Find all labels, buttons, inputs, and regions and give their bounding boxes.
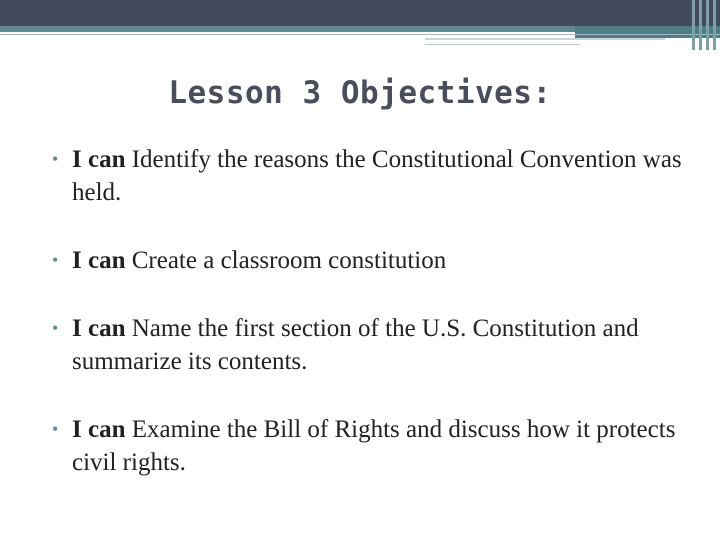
header-divider-short [425, 38, 665, 40]
header-divider-shorter [425, 44, 580, 45]
objective-lead: I can [72, 247, 126, 274]
bullet-icon: • [52, 318, 59, 338]
objectives-list [52, 143, 692, 514]
objective-item [52, 413, 692, 479]
objective-item [52, 244, 692, 277]
objective-lead: I can [72, 416, 126, 443]
objective-lead: I can [72, 146, 126, 173]
objective-item [52, 312, 692, 378]
slide-title: Lesson 3 Objectives: [168, 75, 552, 111]
objective-item [52, 143, 692, 209]
bullet-icon: • [52, 149, 59, 169]
header-stripes [690, 0, 720, 50]
objective-lead: I can [72, 315, 126, 342]
objective-text: Name the first section of the U.S. Constitution and summarize its contents. [72, 315, 639, 375]
objective-text: Examine the Bill of Rights and discuss how it protects civil rights. [72, 416, 676, 476]
header-divider [0, 34, 720, 35]
bullet-icon: • [52, 419, 59, 439]
objective-text: Identify the reasons the Constitutional Convention was held. [72, 146, 682, 206]
objective-text: Create a classroom constitution [125, 247, 447, 274]
header-band [0, 0, 720, 26]
bullet-icon: • [52, 250, 59, 270]
